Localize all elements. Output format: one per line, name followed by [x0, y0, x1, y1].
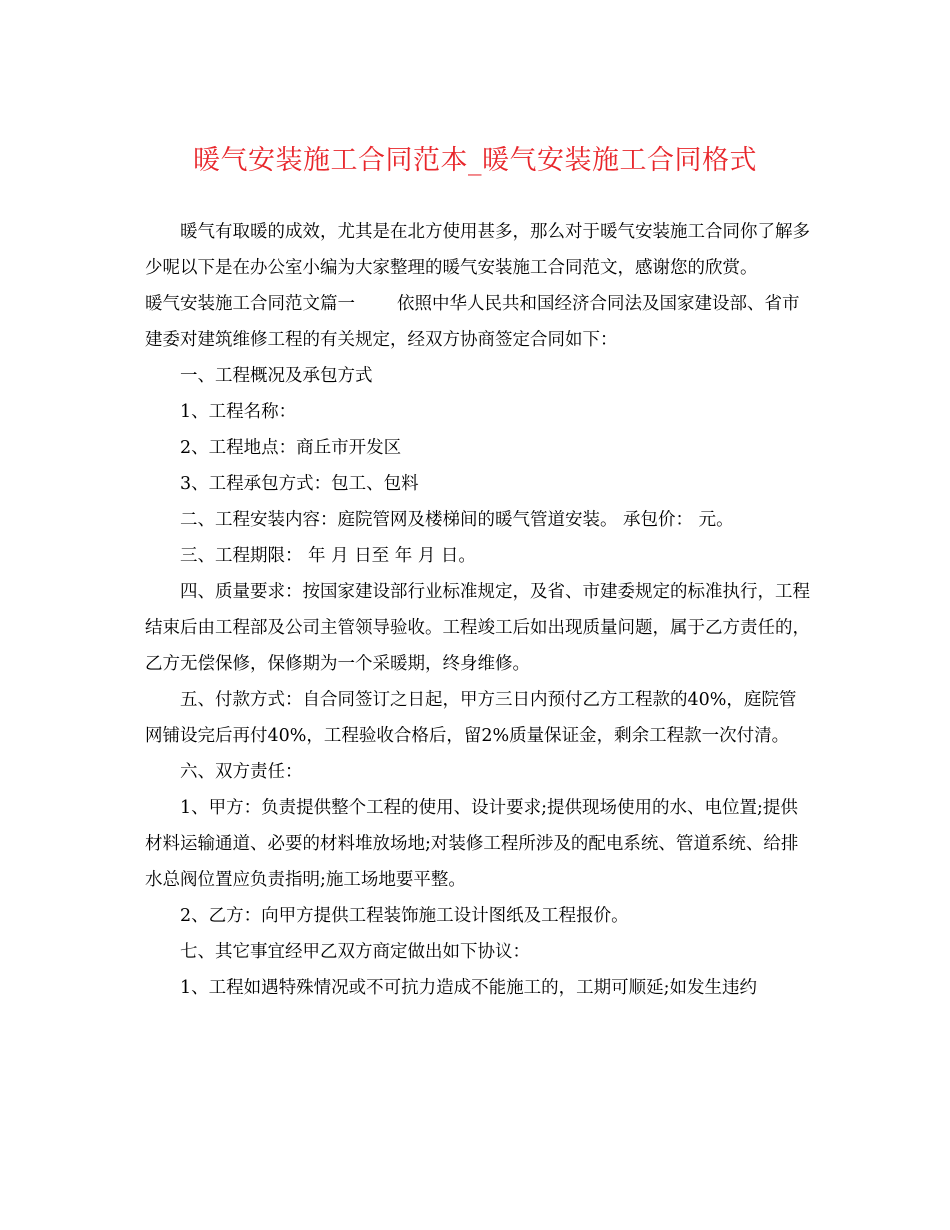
intro-paragraph: 暖气有取暖的成效，尤其是在北方使用甚多，那么对于暖气安装施工合同你了解多少呢以下是在办公室小编为大家整理的暖气安装施工合同范文，感谢您的欣赏。: [145, 222, 810, 278]
party-b-duties: 2、乙方：向甲方提供工程装饰施工设计图纸及工程报价。: [180, 906, 629, 926]
section-heading: 暖气安装施工合同范文篇一: [145, 294, 355, 314]
party-a-duties: 1、甲方：负责提供整个工程的使用、设计要求;提供现场使用的水、电位置;提供材料运输通道、必要的材料堆放场地;对装修工程所涉及的配电系统、管道系统、给排水总阀位置应负责指明;施工场地要平整。: [145, 798, 799, 890]
clause-7-item-1: 1、工程如遇特殊情况或不可抗力造成不能施工的，工期可顺延;如发生违约: [180, 978, 758, 998]
project-location: 2、工程地点：商丘市开发区: [180, 438, 402, 458]
document-title: 暖气安装施工合同范本_暖气安装施工合同格式: [193, 145, 757, 176]
contract-method: 3、工程承包方式：包工、包料: [180, 474, 419, 494]
document-body: [145, 214, 810, 1006]
preamble-text: 依照中华人民共和国经济合同法及国家建设部、省市建委对建筑维修工程的有关规定，经双方协商签定合同如下：: [145, 294, 800, 350]
clause-3-duration: 三、工程期限： 年 月 日至 年 月 日。: [180, 546, 476, 566]
clause-1-heading: 一、工程概况及承包方式: [180, 366, 373, 386]
section-paragraph: [145, 286, 810, 358]
clause-5-payment: 五、付款方式：自合同签订之日起，甲方三日内预付乙方工程款的40%，庭院管网铺设完后再付40%，工程验收合格后，留2%质量保证金，剩余工程款一次付清。: [145, 690, 797, 746]
clause-7-heading: 七、其它事宜经甲乙双方商定做出如下协议：: [180, 942, 530, 962]
clause-4-quality: 四、质量要求：按国家建设部行业标准规定，及省、市建委规定的标准执行，工程结束后由工程部及公司主管领导验收。工程竣工后如出现质量问题，属于乙方责任的，乙方无偿保修，保修期为一个采暖期，终身维修。: [145, 582, 810, 674]
clause-2-scope: 二、工程安装内容：庭院管网及楼梯间的暖气管道安装。 承包价： 元。: [180, 510, 734, 530]
clause-6-heading: 六、双方责任：: [180, 762, 303, 782]
project-name: 1、工程名称：: [180, 402, 297, 422]
